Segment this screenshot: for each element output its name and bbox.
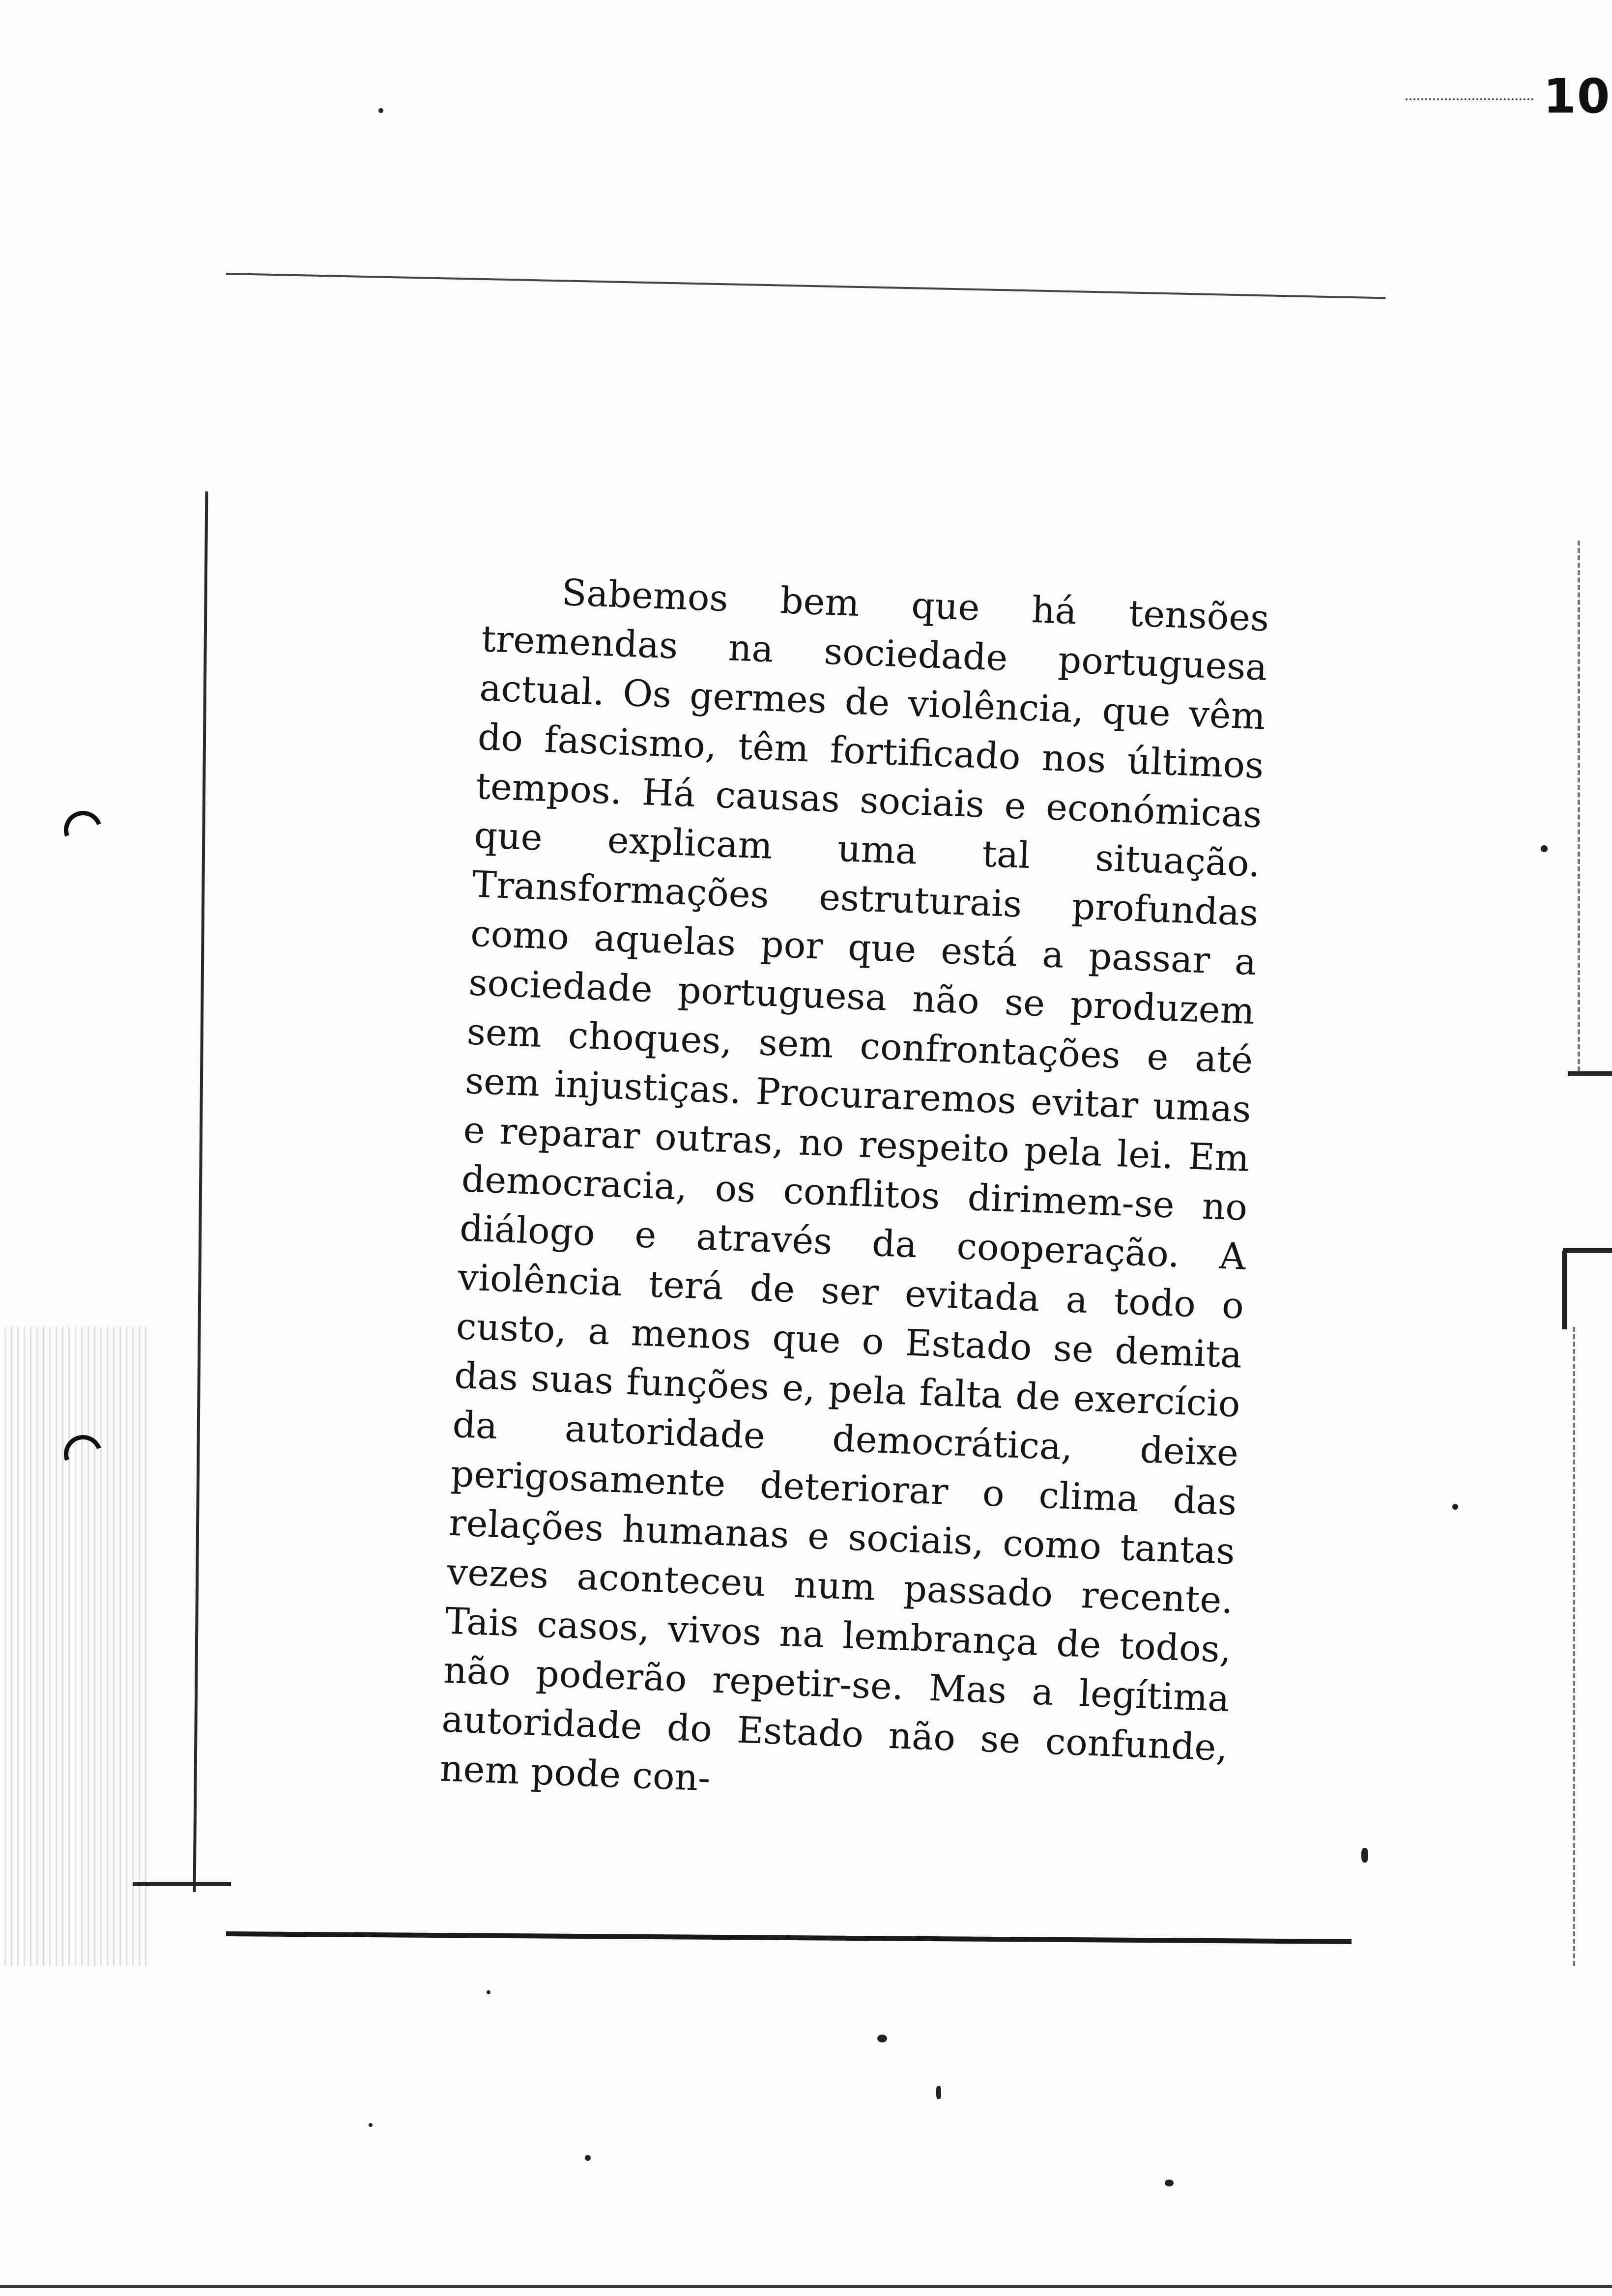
dust-speck bbox=[487, 1990, 490, 1994]
dust-speck bbox=[936, 2086, 941, 2099]
binder-hole-mark bbox=[58, 804, 109, 856]
left-scan-noise bbox=[0, 1327, 147, 1966]
right-scan-edge bbox=[1573, 1327, 1575, 1966]
body-paragraph: Sabemos bem que há tensões tremendas na sociedade portuguesa actual. Os germes de violência, que vêm do fascismo, têm fortificado nos últimos tempos. Há causas sociais e económicas que explicam uma tal situação. Transformações estruturais profundas como aquelas por que está a passar a sociedade portuguesa não se produzem sem choques, sem confrontações e até sem injustiças. Procuraremos evitar umas e reparar outras, no respeito pela lei. Em democracia, os conflitos dirimem-se no diálogo e através da cooperação. A violência terá de ser evitada a todo o custo, a menos que o Estado se demita das suas funções e, pela falta de exercício da autoridade democrática, deixe perigosamente deteriorar o clima das relações humanas e sociais, como tantas vezes aconteceu num passado recente. Tais casos, vivos na lembrança de todos, não poderão repetir-se. Mas a legítima autoridade do Estado não se confunde, nem pode con- bbox=[439, 571, 1270, 1800]
dust-speck bbox=[1165, 2180, 1174, 2186]
page-number-dash bbox=[1406, 98, 1533, 100]
page-number: 10 bbox=[1543, 69, 1611, 124]
dust-speck bbox=[585, 2155, 591, 2161]
leaflet-bottom-edge bbox=[226, 1931, 1352, 1944]
leaflet-left-edge bbox=[193, 491, 208, 1892]
right-edge-mark bbox=[1563, 1248, 1612, 1253]
right-edge-mark bbox=[1562, 1251, 1567, 1329]
leaflet-bottom-edge-corner bbox=[133, 1882, 231, 1886]
dust-speck bbox=[877, 2035, 887, 2042]
dust-speck bbox=[1541, 845, 1548, 852]
leaflet-top-edge bbox=[226, 273, 1386, 299]
dust-speck bbox=[1361, 1848, 1368, 1863]
dust-speck bbox=[1452, 1504, 1458, 1510]
right-scan-edge bbox=[1578, 541, 1580, 1071]
right-edge-mark bbox=[1568, 1071, 1612, 1076]
bottom-scan-edge bbox=[0, 2285, 1612, 2288]
dust-speck bbox=[369, 2123, 373, 2127]
dust-speck bbox=[378, 108, 383, 113]
